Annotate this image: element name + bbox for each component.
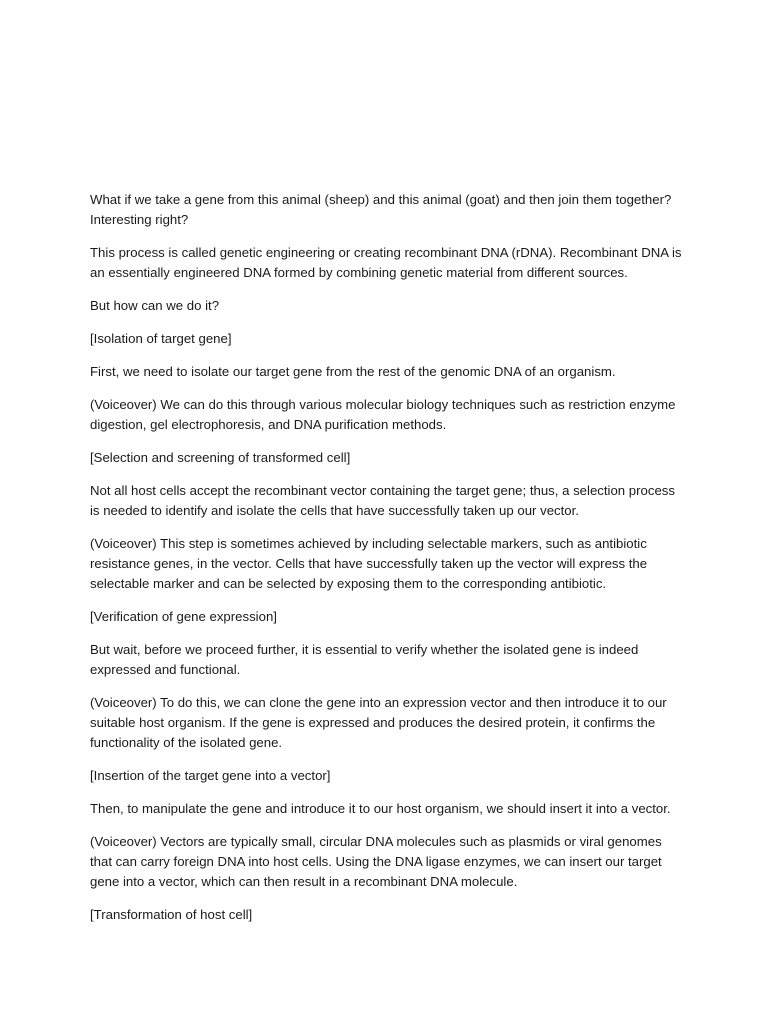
voiceover-insertion: (Voiceover) Vectors are typically small, circular DNA molecules such as plasmids or viral genomes that can carry foreign DNA into host cells. Using the DNA ligase enzymes, we can insert our target gene into a vector, which can then result in a recombinant DNA molecule. <box>90 834 662 889</box>
paragraph-selection: Not all host cells accept the recombinant vector containing the target gene; thus, a selection process is needed to identify and isolate the cells that have successfully taken up our vector. <box>90 483 675 518</box>
section-heading-selection: [Selection and screening of transformed cell] <box>90 450 351 465</box>
section-heading-insertion: [Insertion of the target gene into a vector] <box>90 768 331 783</box>
paragraph-how-question: But how can we do it? <box>90 298 220 313</box>
voiceover-selection: (Voiceover) This step is sometimes achieved by including selectable markers, such as antibiotic resistance genes, in the vector. Cells that have successfully taken up the vector will express the selectable marker and can be selected by exposing them to the corresponding antibiotic. <box>90 536 648 591</box>
paragraph-rdna-definition: This process is called genetic engineering or creating recombinant DNA (rDNA). Recombinant DNA is an essentially engineered DNA formed by combining genetic material from different sources. <box>90 245 682 280</box>
paragraph-isolation: First, we need to isolate our target gene from the rest of the genomic DNA of an organism. <box>90 364 616 379</box>
voiceover-isolation: (Voiceover) We can do this through various molecular biology techniques such as restriction enzyme digestion, gel electrophoresis, and DNA purification methods. <box>90 397 676 432</box>
document-body <box>90 190 682 938</box>
paragraph-insertion: Then, to manipulate the gene and introduce it to our host organism, we should insert it into a vector. <box>90 801 671 816</box>
paragraph-verification: But wait, before we proceed further, it is essential to verify whether the isolated gene is indeed expressed and functional. <box>90 642 639 677</box>
paragraph-intro-question: What if we take a gene from this animal (sheep) and this animal (goat) and then join them together? Interesting right? <box>90 192 672 227</box>
section-heading-isolation: [Isolation of target gene] <box>90 331 232 346</box>
voiceover-verification: (Voiceover) To do this, we can clone the gene into an expression vector and then introduce it to our suitable host organism. If the gene is expressed and produces the desired protein, it confirms the functionality of the isolated gene. <box>90 695 667 750</box>
section-heading-verification: [Verification of gene expression] <box>90 609 277 624</box>
section-heading-transformation: [Transformation of host cell] <box>90 907 253 922</box>
